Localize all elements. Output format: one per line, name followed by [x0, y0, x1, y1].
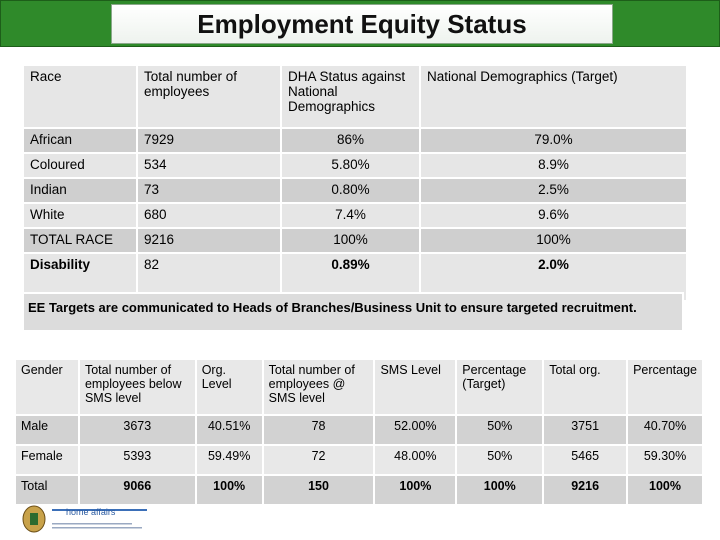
dha-cell: 86% [281, 128, 420, 153]
header-percentage: Percentage [627, 359, 703, 415]
header-total-employees: Total number of employees [137, 65, 281, 128]
header-national-target: National Demographics (Target) [420, 65, 687, 128]
at-sms-cell: 78 [263, 415, 375, 445]
below-sms-cell: 3673 [79, 415, 196, 445]
gender-cell: Female [15, 445, 79, 475]
dha-cell: 100% [281, 228, 420, 253]
percentage-target-cell: 100% [456, 475, 543, 505]
race-cell: Indian [23, 178, 137, 203]
below-sms-cell: 5393 [79, 445, 196, 475]
total-cell: 7929 [137, 128, 281, 153]
header-dha-status: DHA Status against National Demographics [281, 65, 420, 128]
table-row [23, 153, 687, 178]
header-percentage-target: Percentage (Target) [456, 359, 543, 415]
table-header-row [15, 359, 703, 415]
race-cell: TOTAL RACE [23, 228, 137, 253]
target-cell: 9.6% [420, 203, 687, 228]
race-cell: African [23, 128, 137, 153]
below-sms-cell: 9066 [79, 475, 196, 505]
header-below-sms: Total number of employees below SMS level [79, 359, 196, 415]
race-cell: White [23, 203, 137, 228]
org-level-cell: 100% [196, 475, 263, 505]
dha-cell: 0.89% [281, 253, 420, 301]
total-cell: 82 [137, 253, 281, 301]
dha-cell: 5.80% [281, 153, 420, 178]
race-cell: Coloured [23, 153, 137, 178]
header-total-org: Total org. [543, 359, 627, 415]
table-row [15, 415, 703, 445]
sms-level-cell: 48.00% [374, 445, 456, 475]
org-level-cell: 59.49% [196, 445, 263, 475]
header-org-level: Org. Level [196, 359, 263, 415]
title-bar [0, 0, 720, 47]
table-row [23, 178, 687, 203]
page-title: Employment Equity Status [111, 4, 613, 44]
gender-cell: Male [15, 415, 79, 445]
target-cell: 2.5% [420, 178, 687, 203]
target-cell: 100% [420, 228, 687, 253]
total-cell: 9216 [137, 228, 281, 253]
table-row [23, 228, 687, 253]
total-org-cell: 3751 [543, 415, 627, 445]
gender-table [14, 358, 704, 506]
total-cell: 680 [137, 203, 281, 228]
target-cell: 8.9% [420, 153, 687, 178]
target-cell: 79.0% [420, 128, 687, 153]
percentage-target-cell: 50% [456, 445, 543, 475]
sms-level-cell: 100% [374, 475, 456, 505]
header-gender: Gender [15, 359, 79, 415]
percentage-target-cell: 50% [456, 415, 543, 445]
percentage-cell: 59.30% [627, 445, 703, 475]
table-row [23, 203, 687, 228]
table-row [15, 475, 703, 505]
target-cell: 2.0% [420, 253, 687, 301]
percentage-cell: 100% [627, 475, 703, 505]
dha-cell: 7.4% [281, 203, 420, 228]
race-table [22, 64, 688, 302]
header-at-sms: Total number of employees @ SMS level [263, 359, 375, 415]
header-sms-level: SMS Level [374, 359, 456, 415]
race-cell: Disability [23, 253, 137, 301]
gender-cell: Total [15, 475, 79, 505]
header-race: Race [23, 65, 137, 128]
ee-targets-note: EE Targets are communicated to Heads of Branches/Business Unit to ensure targeted recruitment. [22, 292, 684, 332]
logo-text: home affairs [66, 507, 116, 517]
table-row [15, 445, 703, 475]
total-cell: 73 [137, 178, 281, 203]
total-org-cell: 5465 [543, 445, 627, 475]
org-level-cell: 40.51% [196, 415, 263, 445]
at-sms-cell: 72 [263, 445, 375, 475]
table-header-row [23, 65, 687, 128]
total-org-cell: 9216 [543, 475, 627, 505]
at-sms-cell: 150 [263, 475, 375, 505]
dha-cell: 0.80% [281, 178, 420, 203]
total-cell: 534 [137, 153, 281, 178]
percentage-cell: 40.70% [627, 415, 703, 445]
table-row [23, 128, 687, 153]
sms-level-cell: 52.00% [374, 415, 456, 445]
